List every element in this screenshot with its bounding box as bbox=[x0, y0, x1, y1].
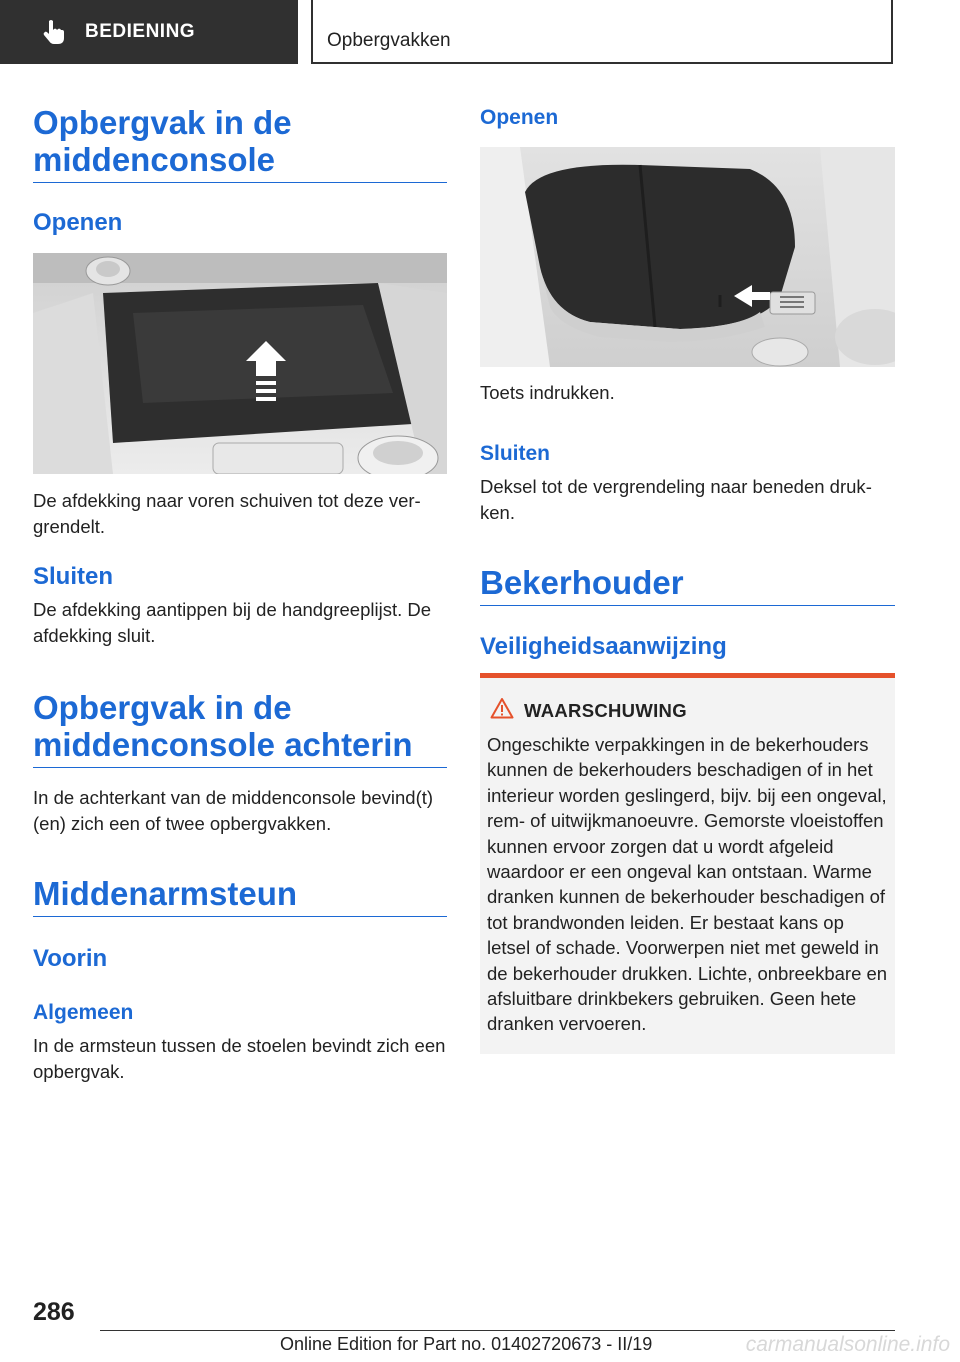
warning-label: WAARSCHUWING bbox=[524, 700, 687, 721]
section-tab[interactable] bbox=[0, 0, 298, 64]
heading-safety: Veiligheidsaanwijzing bbox=[480, 633, 727, 660]
heading-close-armrest: Sluiten bbox=[480, 442, 551, 465]
warning-text: Ongeschikte verpakkingen in de bekerhouders kunnen de bekerhouders beschadigen of in het interieur worden geslingerd, bijv. bij een ongeval, rem- of uitwijkmanoeuvre. Gemorste vloeistoffen kunnen ervoor zorgen dat u wordt afgeleid waardoor er een ongeval kan ontstaan. Warme dranken kunnen de bekerhouder beschadigen of tot brandwonden leiden. Er bestaat kans op letsel of schade. Voorwerpen niet met geweld in de bekerhouder drukken. Lichte, onbreekbare en afsluitbare drinkbekers gebruiken. Geen hete dranken vervoeren. bbox=[487, 734, 888, 1035]
figure-armrest bbox=[480, 147, 895, 367]
heading-front: Voorin bbox=[33, 945, 108, 972]
open-instruction: De afdekking naar voren schuiven tot deze vergrendelt. bbox=[33, 490, 421, 537]
rear-storage-text: In de achterkant van de middenconsole bevind(t)(en) zich een of twee opbergvakken. bbox=[33, 787, 434, 834]
heading-cupholder: Bekerhouder bbox=[480, 564, 895, 606]
heading-open-armrest: Openen bbox=[480, 106, 559, 129]
heading-rear-console-storage: Opbergvak in de middenconsole achterin bbox=[33, 689, 447, 768]
footer-divider bbox=[100, 1330, 895, 1331]
chapter-label: Opbergvakken bbox=[327, 30, 451, 51]
chapter-header bbox=[311, 0, 893, 64]
general-text: In de armsteun tussen de stoelen bevindt zich een opbergvak. bbox=[33, 1035, 446, 1082]
heading-close: Sluiten bbox=[33, 563, 114, 590]
warning-box bbox=[480, 673, 895, 1054]
page-number: 286 bbox=[33, 1298, 75, 1326]
section-label: BEDIENING bbox=[85, 21, 196, 42]
heading-console-storage: Opbergvak in de middenconsole bbox=[33, 104, 447, 183]
hand-pointer-icon bbox=[40, 18, 68, 46]
edition-text: Online Edition for Part no. 01402720673 - II/19 bbox=[280, 1334, 653, 1354]
close-lid-text: Deksel tot de vergrendeling naar beneden drukken. bbox=[480, 476, 872, 523]
figure-console-cover bbox=[33, 253, 447, 474]
close-instruction: De afdekking aantippen bij de handgreeplijst. De afdekking sluit. bbox=[33, 599, 432, 646]
warning-triangle-icon bbox=[490, 697, 514, 719]
heading-general: Algemeen bbox=[33, 1001, 134, 1024]
heading-open: Openen bbox=[33, 209, 123, 236]
heading-armrest: Middenarmsteun bbox=[33, 875, 447, 917]
watermark: carmanualsonline.info bbox=[745, 1333, 950, 1356]
press-button-text: Toets indrukken. bbox=[480, 382, 615, 403]
